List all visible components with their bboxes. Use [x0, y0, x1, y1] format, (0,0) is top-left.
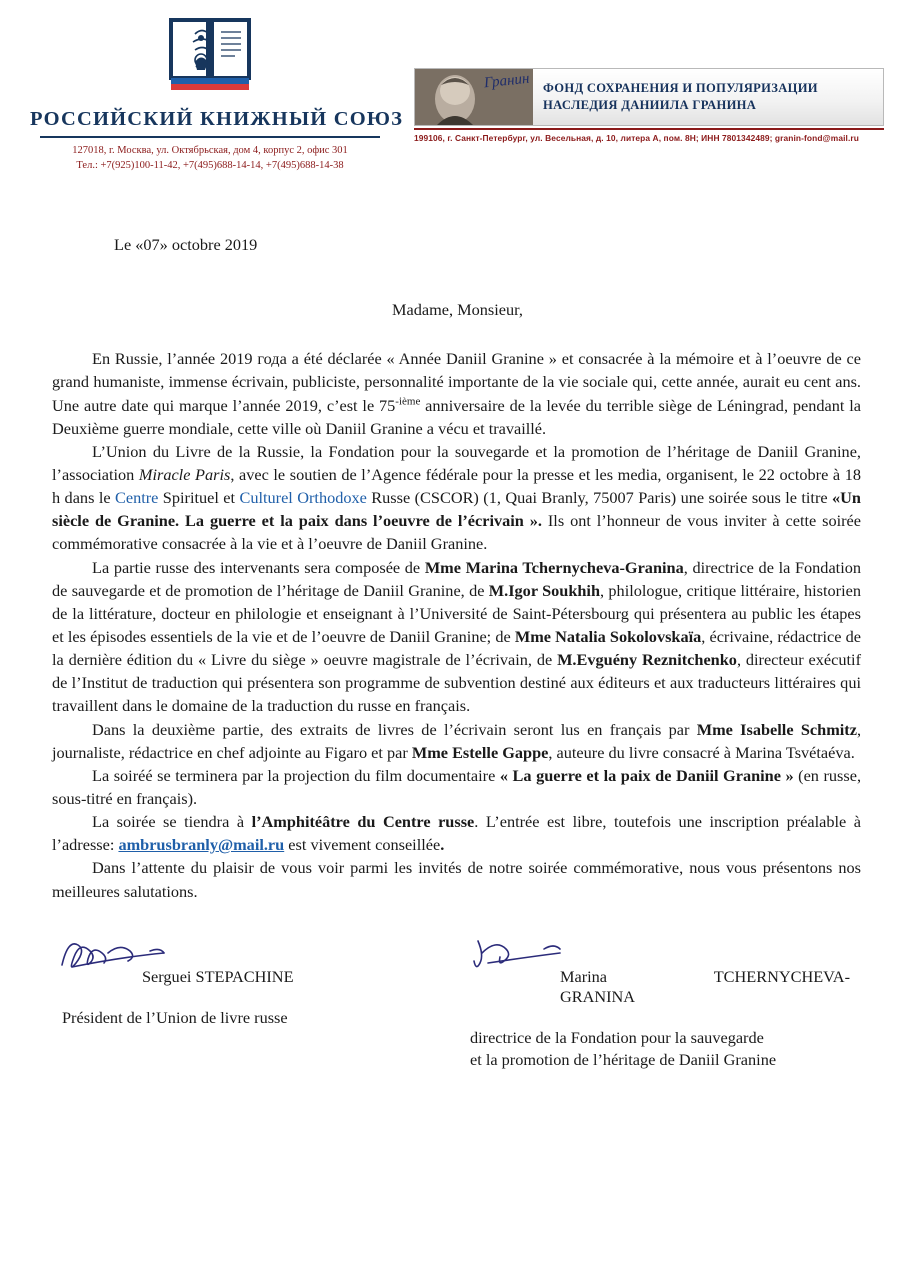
- rks-address-line-1: 127018, г. Москва, ул. Октябрьская, дом 4, корпус 2, офис 301: [72, 145, 348, 156]
- p4-bold-name-1: Mme Isabelle Schmitz: [696, 719, 857, 739]
- p4-text-1: Dans la deuxième partie, des extraits de livres de l’écrivain seront lus en français par: [92, 719, 697, 739]
- p6-text-1: La soirée se tiendra à: [92, 812, 252, 832]
- granin-foundation-letterhead: [414, 68, 884, 143]
- p6-bold-period: .: [440, 835, 445, 855]
- p1-text-2: anniversaire de la levée du terrible siège de Léningrad, pendant la Deuxième guerre mondiale, cette ville où Daniil Granine a vécu et travaillé.: [52, 395, 861, 438]
- p2-text-2: , avec le soutien de l’Agence fédérale pour la presse et les media, organisent, le 22 octobre à 18 h dans le: [52, 464, 862, 508]
- p5-text-1: La soiréé se terminera par la projection du film documentaire: [92, 765, 500, 785]
- signature-first-name-granina: Marina: [560, 966, 608, 986]
- letter-salutation: Madame, Monsieur,: [392, 300, 523, 320]
- p2-blue-culturel: Culturel: [239, 488, 293, 508]
- p3-bold-name-3: Mme Natalia Sokolovskaïa: [514, 626, 702, 646]
- letter-date: Le «07» octobre 2019: [114, 235, 258, 254]
- paragraph-3: [52, 556, 861, 718]
- signature-last-name-granina: TCHERNYCHEVA-: [713, 966, 850, 986]
- p1-superscript: -ième: [395, 395, 421, 408]
- letter-body: [0, 233, 913, 903]
- granin-title-block: [533, 69, 883, 125]
- p3-bold-name-4: M.Evguény Reznitchenko: [557, 650, 737, 670]
- granin-divider: [414, 128, 884, 130]
- p2-italic-association: Miracle Paris: [138, 464, 231, 484]
- granin-title-line-2: НАСЛЕДИЯ ДАНИИЛА ГРАНИНА: [543, 98, 757, 112]
- signature-role-stepachine: Président de l’Union de livre russe: [62, 1007, 288, 1027]
- registration-email-link[interactable]: ambrusbranly@mail.ru: [118, 835, 285, 855]
- p2-text-5: Russe (CSCOR) (1, Quai Branly, 75007 Paris) une soirée sous le titre: [366, 488, 833, 508]
- signature-block-right: [470, 931, 870, 1073]
- p3-text-2: , directrice de la Fondation de sauvegarde et de promotion de l’héritage de Daniil Granine, de: [52, 557, 861, 600]
- p3-text-3: , philologue, critique littéraire, historien de la littérature, docteur en philologie et enseignant à l’Université de Saint-Pétersbourg qui présentera au public les étapes et les épisodes essentiels de la vie et de l’oeuvre de Daniil Granine; de: [52, 580, 861, 646]
- handwritten-signature-stepachine-icon: [52, 931, 432, 967]
- p2-text-3: Spirituel et: [158, 488, 240, 508]
- signature-role-granina-line-2: et la promotion de l’héritage de Daniil Granine: [470, 1050, 777, 1070]
- p6-bold-venue: l’Amphitéâtre du Centre russe: [251, 812, 475, 832]
- p3-text-1: La partie russe des intervenants sera composée de: [92, 557, 425, 577]
- p2-text-1: L’Union du Livre de la Russie, la Fondation pour la souvegarde et la promotion de l’héritage de Daniil Granine, l’association: [52, 441, 861, 484]
- p2-bold-event-title: «Un siècle de Granine. La guerre et la paix dans l’oeuvre de l’écrivain ».: [52, 488, 861, 531]
- p5-bold-film-title: « La guerre et la paix de Daniil Granine »: [499, 765, 794, 785]
- p2-blue-centre: Centre: [114, 488, 159, 508]
- granin-title-line-1: ФОНД СОХРАНЕНИЯ И ПОПУЛЯРИЗАЦИИ: [543, 81, 818, 96]
- granin-signature-mark: Гранин: [482, 70, 530, 92]
- signature-block-left: [52, 931, 432, 1030]
- p4-bold-name-2: Mme Estelle Gappe: [411, 742, 549, 762]
- p6-text-2: . L’entrée est libre, toutefois une inscription préalable à l’adresse:: [52, 812, 862, 855]
- handwritten-signature-granina-icon: [470, 931, 870, 967]
- paragraph-2: [52, 440, 861, 556]
- russian-book-union-letterhead: [30, 16, 404, 173]
- p1-text-1: En Russie, l’année 2019 года a été déclarée « Année Daniil Granine » et consacrée à la mémoire et à l’oeuvre de ce grand humaniste, immense écrivain, publiciste, personnalité importante de la vie sociale qui, cette année, aurait eu cent ans. Une autre date qui marque l’année 2019, c’est le 75: [52, 349, 861, 415]
- granin-address: 199106, г. Санкт-Петербург, ул. Весельная, д. 10, литера А, пом. 8Н; ИНН 7801342489; granin-fond@mail.ru: [414, 133, 859, 143]
- p2-text-6: Ils ont l’honneur de vous inviter à cette soirée commémorative consacrée à la vie et à l’oeuvre de Daniil Granine.: [52, 511, 861, 554]
- paragraph-5: [52, 764, 861, 810]
- granin-banner: [414, 68, 884, 126]
- p4-text-2: , journaliste, rédactrice en chef adjointe au Figaro et par: [52, 719, 862, 762]
- paragraph-1: [52, 347, 861, 440]
- rks-title: РОССИЙСКИЙ КНИЖНЫЙ СОЮЗ: [30, 108, 404, 130]
- signature-name-stepachine: Serguei STEPACHINE: [142, 966, 294, 986]
- letterhead: [0, 0, 913, 215]
- signature-last-name-granina-2: GRANINA: [560, 986, 636, 1006]
- signature-name-granina-row: [560, 967, 850, 987]
- p6-text-3: est vivement conseillée: [284, 835, 441, 855]
- granin-portrait-photo: [415, 69, 533, 125]
- signature-role-granina-line-1: directrice de la Fondation pour la sauvegarde: [470, 1027, 764, 1047]
- paragraph-4: [52, 718, 861, 764]
- rks-address-line-2: Тел.: +7(925)100-11-42, +7(495)688-14-14, +7(495)688-14-38: [76, 160, 344, 172]
- p3-text-5: , directeur exécutif de l’Institut de traduction qui présentera son programme de subvention destiné aux éditeurs et aux traducteurs littéraires qui travaillent dans le domaine de la traduction du russe en français.: [52, 650, 861, 716]
- p4-text-3: , auteure du livre consacré à Marina Tsvétaéva.: [548, 742, 855, 762]
- p2-blue-orthodoxe: Orthodoxe: [297, 488, 367, 508]
- paragraph-6: [52, 810, 861, 856]
- p3-text-4: , écrivaine, rédactrice de la dernière édition du « Livre du siège » oeuvre magistrale de l’écrivain, de: [52, 626, 861, 670]
- p7-text-1: Dans l’attente du plaisir de vous voir parmi les invités de notre soirée commémorative, nous vous présentons nos meilleures salutations.: [52, 858, 861, 901]
- open-book-emblem-icon: [165, 16, 255, 102]
- paragraph-7: [52, 856, 861, 902]
- rks-divider: [40, 136, 380, 138]
- signature-area: [0, 931, 913, 1071]
- p3-bold-name-2: M.Igor Soukhih: [488, 580, 601, 600]
- p5-text-2: (en russe, sous-titré en français).: [52, 765, 862, 808]
- p3-bold-name-1: Mme Marina Tchernycheva-Granina: [424, 557, 684, 577]
